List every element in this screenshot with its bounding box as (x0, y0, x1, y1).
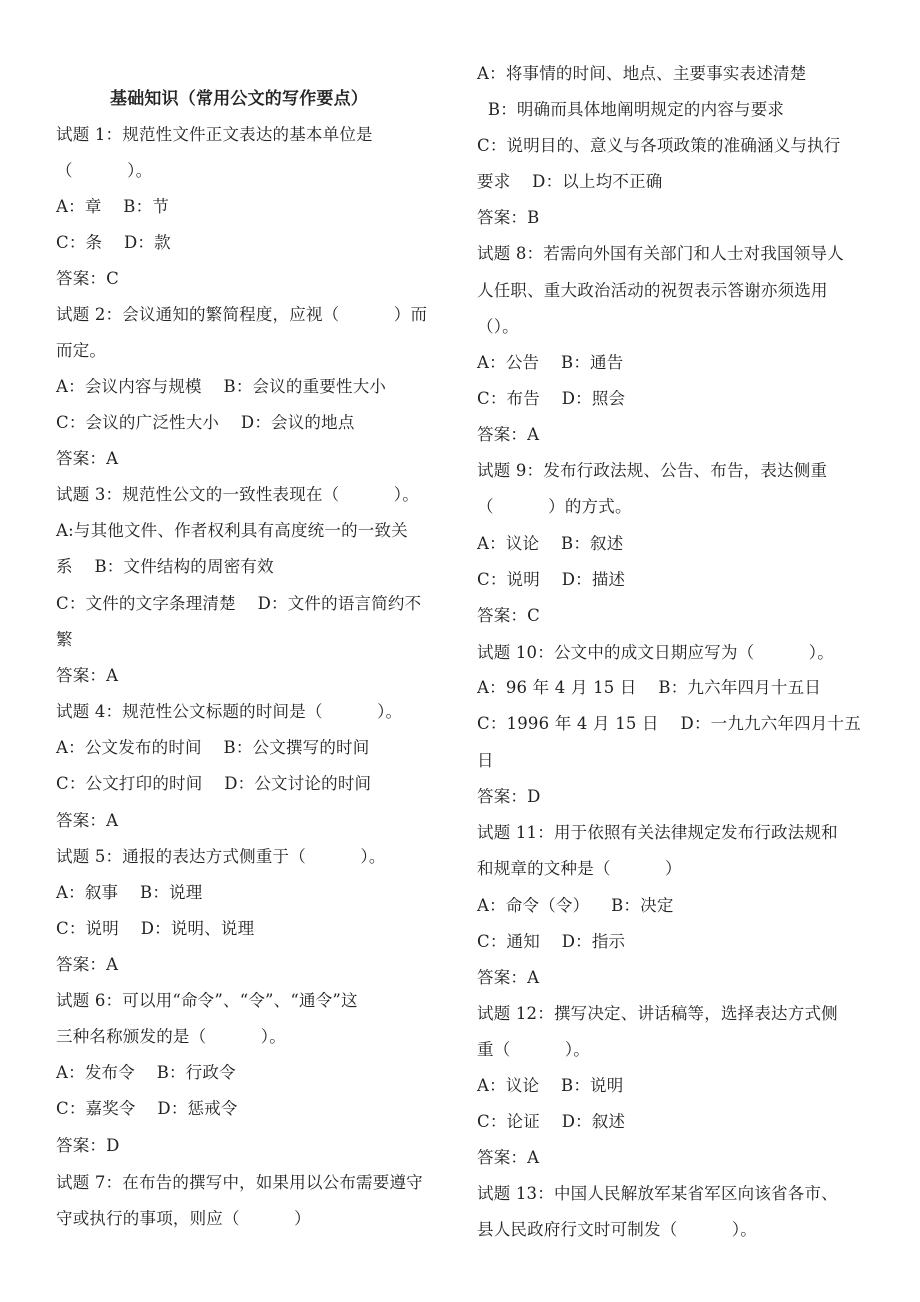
text-line: C：说明目的、意义与各项政策的准确涵义与执行 (477, 136, 841, 155)
text-line: 答案：A (56, 955, 119, 974)
text-line: （）。 (477, 317, 519, 336)
text-line: 答案：A (477, 425, 540, 444)
text-line: A：议论 B：说明 (477, 1076, 624, 1095)
text-line: 重（ ）。 (477, 1040, 590, 1059)
text-line: 答案：D (56, 1136, 120, 1155)
text-line: 试题 11：用于依照有关法律规定发布行政法规和 (477, 823, 838, 842)
text-line: A：叙事 B：说理 (56, 883, 203, 902)
text-line: 试题 7：在布告的撰写中，如果用以公布需要遵守 (56, 1173, 423, 1192)
text-line: 县人民政府行文时可制发（ ）。 (477, 1220, 757, 1239)
text-line: 答案：A (477, 1148, 540, 1167)
text-line: 试题 8：若需向外国有关部门和人士对我国领导人 (477, 244, 844, 263)
text-line: A:与其他文件、作者权利具有高度统一的一致关 (56, 521, 408, 540)
text-line: 答案：D (477, 787, 541, 806)
text-line: 三种名称颁发的是（ ）。 (56, 1027, 286, 1046)
text-line: A：会议内容与规模 B：会议的重要性大小 (56, 377, 387, 396)
page-title: 基础知识（常用公文的写作要点） (110, 89, 368, 109)
text-line: C：条 D：款 (56, 233, 171, 252)
text-line: A：命令（令） B：决定 (477, 896, 674, 915)
text-line: 日 (477, 751, 494, 770)
text-line: 答案：A (56, 811, 119, 830)
text-line: A：议论 B：叙述 (477, 534, 624, 553)
text-line: （ ）。 (56, 161, 153, 180)
text-line: A：发布令 B：行政令 (56, 1063, 236, 1082)
text-line: 试题 10：公文中的成文日期应写为（ ）。 (477, 643, 834, 662)
text-line: 答案：A (477, 968, 540, 987)
text-line: A：章 B：节 (56, 197, 170, 216)
text-line: A：公文发布的时间 B：公文撰写的时间 (56, 738, 370, 757)
text-line: 繁 (56, 630, 73, 649)
text-line: 试题 9：发布行政法规、公告、布告，表达侧重 (477, 461, 828, 480)
text-line: A：将事情的时间、地点、主要事实表述清楚 (477, 64, 807, 83)
text-line: 试题 3：规范性公文的一致性表现在（ ）。 (56, 485, 419, 504)
text-line: C：说明 D：描述 (477, 570, 626, 589)
text-line: 人任职、重大政治活动的祝贺表示答谢亦须选用 (477, 281, 828, 300)
text-line: 而定。 (56, 341, 107, 360)
text-line: C：会议的广泛性大小 D：会议的地点 (56, 413, 355, 432)
text-line: 守或执行的事项，则应（ ） (56, 1209, 311, 1228)
text-line: C：文件的文字条理清楚 D：文件的语言简约不 (56, 594, 422, 613)
text-line: 要求 D：以上均不正确 (477, 172, 663, 191)
text-line: 答案：B (477, 208, 540, 227)
text-line: C：嘉奖令 D：惩戒令 (56, 1099, 238, 1118)
text-line: 试题 13：中国人民解放军某省军区向该省各市、 (477, 1184, 838, 1203)
text-line: 答案：C (477, 606, 540, 625)
text-line: 答案：C (56, 269, 119, 288)
text-line: A：96 年 4 月 15 日 B：九六年四月十五日 (477, 678, 822, 697)
text-line: B：明确而具体地阐明规定的内容与要求 (477, 100, 785, 119)
text-line: C：公文打印的时间 D：公文讨论的时间 (56, 774, 372, 793)
text-line: 试题 5：通报的表达方式侧重于（ ）。 (56, 847, 386, 866)
text-line: （ ）的方式。 (477, 497, 632, 516)
text-line: 试题 1：规范性文件正文表达的基本单位是 (56, 125, 373, 144)
text-line: 系 B：文件结构的周密有效 (56, 557, 274, 576)
text-line: 试题 12：撰写决定、讲话稿等，选择表达方式侧 (477, 1004, 838, 1023)
text-line: A：公告 B：通告 (477, 353, 624, 372)
text-line: 答案：A (56, 449, 119, 468)
text-line: C：说明 D：说明、说理 (56, 919, 255, 938)
text-line: C：论证 D：叙述 (477, 1112, 626, 1131)
text-line: 试题 6：可以用“命令”、“令”、“通令”这 (56, 991, 358, 1010)
text-line: 答案：A (56, 666, 119, 685)
text-line: 和规章的文种是（ ） (477, 859, 682, 878)
text-line: C：通知 D：指示 (477, 932, 626, 951)
text-line: 试题 4：规范性公文标题的时间是（ ）。 (56, 702, 403, 721)
text-line: 试题 2：会议通知的繁简程度，应视（ ）而 (56, 305, 428, 324)
text-line: C：布告 D：照会 (477, 389, 626, 408)
text-line: C：1996 年 4 月 15 日 D：一九九六年四月十五 (477, 714, 861, 733)
